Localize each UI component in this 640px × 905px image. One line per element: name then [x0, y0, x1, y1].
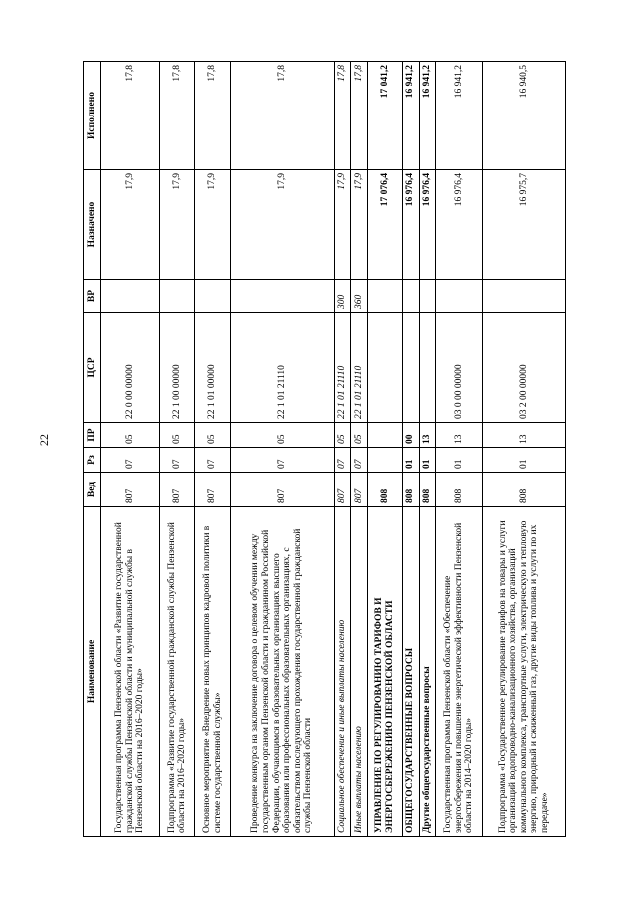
table-row — [195, 62, 230, 837]
header-ved: Вед — [84, 473, 101, 507]
table-frame — [83, 62, 566, 837]
row-vr — [436, 280, 483, 313]
row-rz: 01 — [403, 448, 420, 473]
row-name: Государственная программа Пензенской области «Обеспечение энергосбережения и повышение энергетической эффективности Пензенской области на 2014–2020 годы» — [436, 507, 483, 837]
row-csr: 22 0 00 00000 — [101, 313, 160, 423]
table-row — [160, 62, 195, 837]
table-header-row — [84, 62, 101, 837]
row-executed: 17 041,2 — [367, 62, 402, 170]
row-name: Государственная программа Пензенской области «Развитие государственной гражданской службы Пензенской области и муниципальной службы в Пензенской области на 2016–2020 годы» — [101, 507, 160, 837]
table-row — [367, 62, 402, 837]
row-ved: 808 — [367, 473, 402, 507]
table-row — [419, 62, 436, 837]
row-name: Проведение конкурса на заключение договора о целевом обучении между государственным органом Пензенской области и гражданином Российской Федерации, обучающимся в образовательных организациях высшего образования или профессиональных образовательных организациях, с обязательством последующего прохождения государственной гражданской службы Пензенской области — [230, 507, 334, 837]
row-executed: 16 941,2 — [403, 62, 420, 170]
row-executed: 17,8 — [334, 62, 351, 170]
row-pr: 05 — [334, 423, 351, 448]
row-name: Основное мероприятие «Внедрение новых принципов кадровой политики в системе государственной службы» — [195, 507, 230, 837]
page-number: 22 — [37, 434, 51, 446]
row-executed: 17,8 — [230, 62, 334, 170]
row-pr: 05 — [195, 423, 230, 448]
header-executed: Исполнено — [84, 62, 101, 170]
row-vr — [483, 280, 566, 313]
row-rz: 07 — [230, 448, 334, 473]
row-pr: 13 — [483, 423, 566, 448]
row-assigned: 16 976,4 — [403, 170, 420, 280]
row-ved: 808 — [483, 473, 566, 507]
row-name: УПРАВЛЕНИЕ ПО РЕГУЛИРОВАНИЮ ТАРИФОВ И ЭНЕРГОСБЕРЕЖЕНИЮ ПЕНЗЕНСКОЙ ОБЛАСТИ — [367, 507, 402, 837]
row-assigned: 16 976,4 — [419, 170, 436, 280]
row-pr: 05 — [160, 423, 195, 448]
row-csr: 22 1 00 00000 — [160, 313, 195, 423]
row-pr: 05 — [230, 423, 334, 448]
row-vr — [403, 280, 420, 313]
row-csr: 03 0 00 00000 — [436, 313, 483, 423]
row-csr: 22 1 01 21110 — [334, 313, 351, 423]
row-rz: 01 — [419, 448, 436, 473]
row-assigned: 17,9 — [334, 170, 351, 280]
row-pr: 13 — [419, 423, 436, 448]
row-vr: 300 — [334, 280, 351, 313]
table-row — [230, 62, 334, 837]
row-executed: 16 941,2 — [436, 62, 483, 170]
row-name: Подпрограмма «Государственное регулирование тарифов на товары и услуги организаций водопроводно-канализационного хозяйства, организаций коммунального комплекса, транспортные услуги, электрическую и тепловую энергию, природный и сжиженный газ, другие виды топлива и услуги по их передаче» — [483, 507, 566, 837]
row-ved: 807 — [351, 473, 368, 507]
row-name: Другие общегосударственные вопросы — [419, 507, 436, 837]
row-vr: 360 — [351, 280, 368, 313]
row-executed: 17,8 — [160, 62, 195, 170]
table-row — [334, 62, 351, 837]
row-vr — [195, 280, 230, 313]
row-ved: 807 — [160, 473, 195, 507]
row-rz: 01 — [483, 448, 566, 473]
row-pr: 13 — [436, 423, 483, 448]
row-ved: 807 — [195, 473, 230, 507]
row-vr — [101, 280, 160, 313]
row-pr: 00 — [403, 423, 420, 448]
row-rz: 07 — [195, 448, 230, 473]
row-assigned: 17 076,4 — [367, 170, 402, 280]
row-csr — [419, 313, 436, 423]
header-vr: ВР — [84, 280, 101, 313]
row-name: ОБЩЕГОСУДАРСТВЕННЫЕ ВОПРОСЫ — [403, 507, 420, 837]
row-executed: 17,8 — [195, 62, 230, 170]
header-pr: ПР — [84, 423, 101, 448]
row-name: Подпрограмма «Развитие государственной гражданской службы Пензенской области на 2016–2020 годы» — [160, 507, 195, 837]
row-ved: 807 — [230, 473, 334, 507]
row-csr: 22 1 01 00000 — [195, 313, 230, 423]
header-assigned: Назначено — [84, 170, 101, 280]
row-rz: 01 — [436, 448, 483, 473]
row-csr — [367, 313, 402, 423]
row-rz: 07 — [101, 448, 160, 473]
row-ved: 808 — [419, 473, 436, 507]
row-ved: 807 — [101, 473, 160, 507]
table-row — [436, 62, 483, 837]
row-name: Социальное обеспечение и иные выплаты населению — [334, 507, 351, 837]
row-assigned: 17,9 — [195, 170, 230, 280]
row-rz: 07 — [334, 448, 351, 473]
row-vr — [419, 280, 436, 313]
budget-table — [83, 61, 566, 837]
row-assigned: 17,9 — [230, 170, 334, 280]
row-csr: 22 1 01 21110 — [351, 313, 368, 423]
row-executed: 16 941,2 — [419, 62, 436, 170]
row-name: Иные выплаты населению — [351, 507, 368, 837]
row-pr — [367, 423, 402, 448]
row-assigned: 16 976,4 — [436, 170, 483, 280]
row-executed: 17,8 — [351, 62, 368, 170]
header-name: Наименование — [84, 507, 101, 837]
row-rz: 07 — [351, 448, 368, 473]
row-vr — [367, 280, 402, 313]
header-rz: Рз — [84, 448, 101, 473]
table-row — [483, 62, 566, 837]
row-rz: 07 — [160, 448, 195, 473]
row-rz — [367, 448, 402, 473]
row-assigned: 17,9 — [351, 170, 368, 280]
row-csr — [403, 313, 420, 423]
table-row — [351, 62, 368, 837]
header-csr: ЦСР — [84, 313, 101, 423]
row-executed: 16 940,5 — [483, 62, 566, 170]
row-assigned: 16 975,7 — [483, 170, 566, 280]
row-vr — [230, 280, 334, 313]
table-row — [101, 62, 160, 837]
row-assigned: 17,9 — [101, 170, 160, 280]
table-row — [403, 62, 420, 837]
row-pr: 05 — [101, 423, 160, 448]
row-vr — [160, 280, 195, 313]
row-ved: 807 — [334, 473, 351, 507]
row-csr: 03 2 00 00000 — [483, 313, 566, 423]
row-executed: 17,8 — [101, 62, 160, 170]
row-assigned: 17,9 — [160, 170, 195, 280]
row-pr: 05 — [351, 423, 368, 448]
row-csr: 22 1 01 21110 — [230, 313, 334, 423]
row-ved: 808 — [403, 473, 420, 507]
row-ved: 808 — [436, 473, 483, 507]
